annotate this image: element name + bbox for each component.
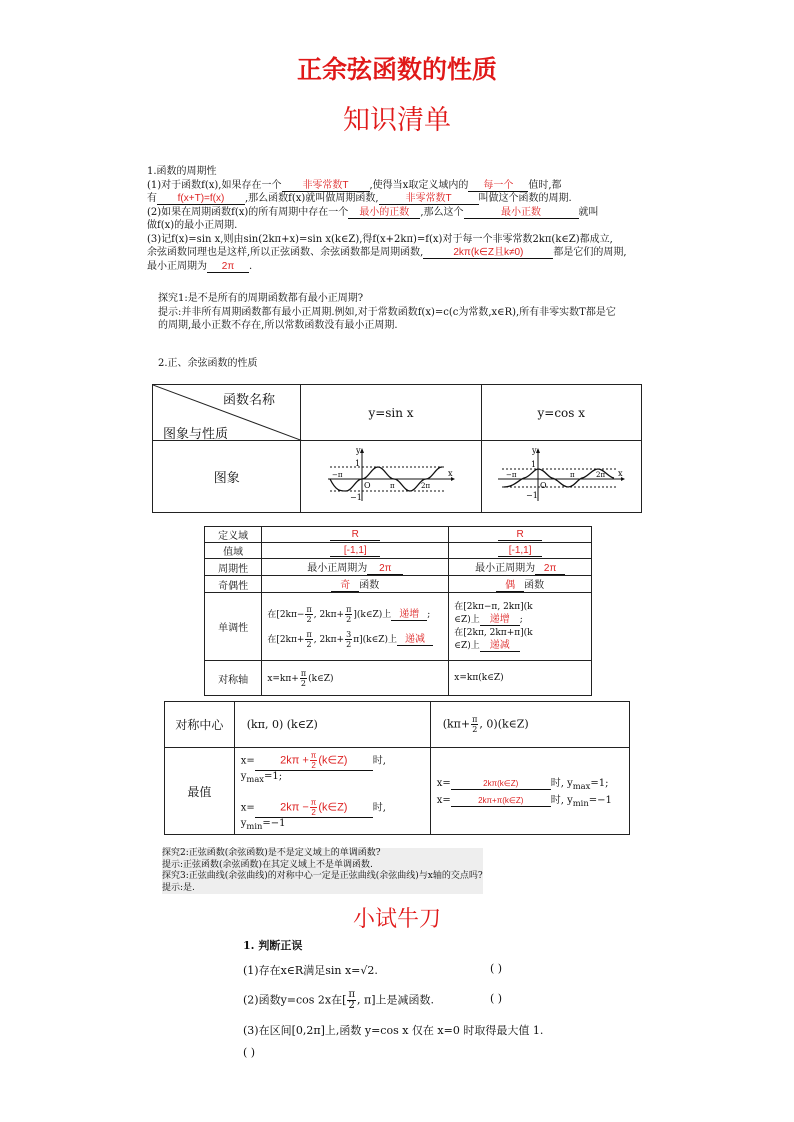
answer-paren-3: ( ) [243,1046,256,1059]
answer-blank: 2kπ(k∈Z且k≠0) [423,247,553,259]
svg-text:1: 1 [531,460,537,469]
graph-label: 图象 [153,441,301,513]
axis-cos: x=kπ(k∈Z) [449,661,592,696]
sin-header: y=sin x [301,385,481,441]
section-2-heading: 2.正、余弦函数的性质 [158,358,258,369]
sin-graph [326,447,456,503]
svg-text:x: x [448,469,453,478]
parity-cos: 偶 [496,580,524,592]
center-cos: (kπ+ $\frac{\pi}{2}$ , 0)(k∈Z) [430,702,629,748]
sin-graph-cell [301,441,481,513]
page-title: 正余弦函数的性质 [296,55,497,84]
svg-text:2π: 2π [421,482,431,490]
answer-blank: 2π [207,261,249,273]
svg-text:−π: −π [506,471,517,479]
explore-2-3: 探究2:正弦函数(余弦函数)是不是定义域上的单调函数? 提示:正弦函数(余弦函数)在其定义域上不是单调函数. 探究3:正弦曲线(余弦曲线)的对称中心一定是正弦曲线(余弦曲线)与x轴的交点吗? 提示:是. [162,848,483,893]
svg-text:π: π [570,471,575,479]
answer-blank: 最小正数 [464,207,579,219]
answer-paren-2: ( ) [490,992,503,1005]
extreme-cos: x= 2kπ(k∈Z) 时, $y_{max}=1$; x= 2kπ+π(k∈Z) 时, $y_{min}=-1$ [430,748,629,835]
property-table: 定义域 R R 值域 [-1,1] [-1,1] 周期性 最小正周期为 2π 最小正周期为 2π 奇偶性 奇 函数 偶 函数 单调性 在[2kπ− $\frac{\pi}{2}$ , 2kπ+ $\frac{\pi}{2}$ ](k∈Z)上 递增 ; 在[2kπ+ $\frac{\pi}{2}$ , 2kπ+ $\frac{3}{2}$ π](k∈Z)上 递减 在[2kπ−π, 2kπ](k ∈Z)上 递增 ; 在[2kπ, 2kπ+π](k ∈Z)上 递减 对称轴 x=kπ+ $\frac{\pi}{2}$ (k∈Z) x=kπ(k∈Z) [204,526,592,696]
graph-table [152,384,642,513]
section-title-knowledge: 知识清单 [343,105,451,136]
answer-blank: 每一个 [468,180,528,192]
svg-text:O: O [364,481,371,490]
explore-1: 探究1:是不是所有的周期函数都有最小正周期? 提示:并非所有周期函数都有最小正周期.例如,对于常数函数f(x)=c(c为常数,x∈R),所有非零实数T都是它 的周期,最小正数不存在,所以常数函数没有最小正周期. [158,293,616,331]
svg-text:2π: 2π [596,471,606,479]
svg-text:1: 1 [355,459,361,468]
cos-header: y=cos x [481,385,641,441]
svg-text:O: O [540,481,547,490]
mono-sin: 在[2kπ− $\frac{\pi}{2}$ , 2kπ+ $\frac{\pi}{2}$ ](k∈Z)上 递增 ; 在[2kπ+ $\frac{\pi}{2}$ , 2kπ+ $\frac{3}{2}$ π](k∈Z)上 递减 [262,593,449,661]
mono-cos: 在[2kπ−π, 2kπ](k ∈Z)上 递增 ; 在[2kπ, 2kπ+π](k ∈Z)上 递减 [449,593,592,661]
heading: 1.函数的周期性 [147,166,217,177]
center-sin: (kπ, 0) (k∈Z) [234,702,430,748]
answer-paren-1: ( ) [490,962,503,975]
section-title-quiz: 小试牛刀 [352,907,441,932]
svg-text:y: y [356,447,361,455]
svg-text:y: y [532,447,537,455]
svg-text:−π: −π [332,471,343,479]
period-sin: 2π [367,563,403,575]
axis-sin: x=kπ+ $\frac{\pi}{2}$ (k∈Z) [262,661,449,696]
quiz-q3: (3)在区间[0,2π]上,函数 y=cos x 仅在 x=0 时取得最大值 1. [243,1024,544,1037]
cos-graph-cell [481,441,641,513]
quiz-q2: (2)函数y=cos 2x在[ $\frac{\pi}{2}$ , π]上是减函数. [243,989,435,1011]
cos-graph [496,447,626,503]
quiz-q1: (1)存在x∈R满足sin x=√2. [243,964,378,977]
svg-text:−1: −1 [526,491,539,500]
center-extreme-table: 对称中心 (kπ, 0) (k∈Z) (kπ+ $\frac{\pi}{2}$ , 0)(k∈Z) 最值 x= 2kπ + $\frac{\pi}{2}$ (k∈Z) 时, $y_{max}=1$; x= 2kπ − $\frac{\pi}{2}$ (k∈Z) 时, $y_{min}=-1$ x= 2kπ(k∈Z) 时, $y_{max}=1$; x= 2kπ+π(k∈Z) 时, $y_{min}=-1$ [164,701,630,835]
range-cos: [-1,1] [498,545,542,557]
domain-sin: R [330,529,380,541]
quiz-heading: 1. 判断正误 [243,939,303,952]
diagonal-header-cell: 函数名称 图象与性质 [153,385,301,441]
svg-text:π: π [390,482,395,490]
answer-blank: f(x+T)=f(x) [157,193,245,205]
answer-blank: 非零常数T [379,193,479,205]
range-sin: [-1,1] [330,545,380,557]
svg-text:−1: −1 [350,493,362,502]
period-cos: 2π [535,563,565,575]
periodicity-block: 1.函数的周期性 (1)对于函数f(x),如果存在一个 非零常数T ,使得当x取定义域内的 每一个 值时,都 有 f(x+T)=f(x) ,那么函数f(x)就叫做周期函数, 非零常数T 叫做这个函数的周期. (2)如果在周期函数f(x)的所有周期中存在一个 最小的正数 ,那么这个 最小正数 就叫 做f(x)的最小正周期. (3)记f(x)=sin x,则由sin(2kπ+x)=sin x(k∈Z),得f(x+2kπ)=f(x)对于每一个非零常数2kπ(k∈Z)都成立, 余弦函数同理也是这样,所以正弦函数、余弦函数都是周期函数, 2kπ(k∈Z且k≠0) 都是它们的周期, 最小正周期为 2π . [147,165,667,273]
parity-sin: 奇 [331,580,359,592]
svg-text:x: x [618,469,623,478]
extreme-sin: x= 2kπ + $\frac{\pi}{2}$ (k∈Z) 时, $y_{max}=1$; x= 2kπ − $\frac{\pi}{2}$ (k∈Z) 时, $y_{min}=-1$ [234,748,430,835]
answer-blank: 最小的正数 [348,207,420,219]
answer-blank: 非零常数T [282,180,370,192]
domain-cos: R [498,529,542,541]
